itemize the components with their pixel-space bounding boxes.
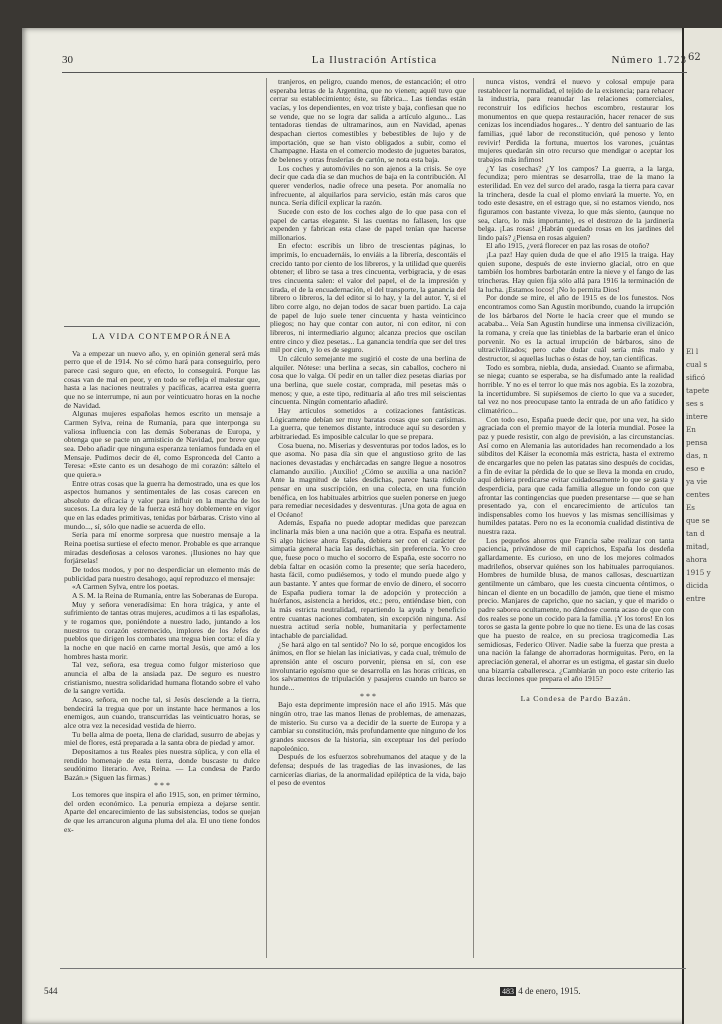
edge-fragment: dicida xyxy=(686,581,709,590)
paragraph: Un cálculo semejante me sugirió el coste de una berlina de alquiler. Nótese: una berlina a secas, sin caballos, cochero ni cosa que lo valga. Oí pedir en un taller diez pesetas diarias por una berlina, que suele costar, comprada, mil pesetas más o menos; y que, a este tipo, redituaría al año tres mil seiscientas cincuenta. Ningún comentario añadiré. xyxy=(270,354,466,407)
magazine-title: La Ilustración Artística xyxy=(311,54,438,66)
paragraph: Tal vez, señora, esa tregua como fulgor misterioso que anuncia el alba de la ansiada paz. De seguro es nuestro cristianismo, nuestra solidaridad humana flotando sobre el vaho de la sangre vertida. xyxy=(64,660,260,696)
column-2 xyxy=(270,78,466,978)
paragraph: Muy y señora veneradísima: En hora trágica, y ante el sufrimiento de tantas otras mujeres, acudimos a ti las españolas, y te rogamos que, poniéndote a nuestro lado, juntando a los nuestros tu corazón estremecido, implores de los Jefes de pueblos que dirigen los combates una tregua bien corta: el día y la noche en que nació en carne mortal Jesús, que amó a los hombres hasta morir. xyxy=(64,599,260,661)
paragraph: Todo es sombra, niebla, duda, ansiedad. Cuanto se afirmaba, se niega; cuanto se esperaba, se ha disfumado ante la realidad horrible. Y no es el terror lo que más nos agobia. Es la zozobra, la incertidumbre. Si supiésemos de cierto lo que va a suceder, tal vez no nos preocupase tanto la entrada de un año fatídico y climatérico... xyxy=(478,362,674,415)
column-1-text xyxy=(64,350,260,835)
column-divider xyxy=(473,78,474,958)
paragraph: «A Carmen Sylva, entre los poetas. xyxy=(72,582,179,592)
edge-fragment: centes xyxy=(686,490,710,499)
edge-fragment: das, n xyxy=(686,451,708,460)
edge-fragment: eso e xyxy=(686,464,705,473)
paragraph: En efecto: escribís un libro de trescientas páginas, lo imprimís, lo encuadernáis, lo enviáis a la librería, descontáis el crecido tanto por ciento de los libreros, y la utilidad que queréis obtener; el libro se tasa a tres cincuenta, verbigracia, y de esas tres cincuenta salen: el valor del papel, el de la impresión y tirada, el de la encuadernación, el del transporte, la ganancia del librero o libreros, la del editor si lo hay, y la del autor. Y, si el libro corre algo, no dejan todos de sacar buen partido. La caja de papel de lujo suele tener cincuenta y hasta veinticinco pliegos; no hay que contar con autor, ni con editor, ni con libreros, ni intermediario alguno; alcanza precios que oscilan entre cinco y diez pesetas... La ganancia tendría que ser del tres mil por cien, y lo es de seguro. xyxy=(270,241,466,355)
paragraph: Depositamos a tus Reales pies nuestra súplica, y con ella el rendido homenaje de esta tierra, donde buscaste tu dulce seudónimo literario. Ave, Reina. — La condesa de Pardo Bazán.» (Siguen las firmas.) xyxy=(64,746,260,782)
edge-fragment: mitad, xyxy=(686,542,710,551)
section-break-stars: * * * xyxy=(360,691,376,701)
edge-fragment: cual s xyxy=(686,360,708,369)
adjacent-page-number: 62 xyxy=(688,52,701,63)
paragraph: ¿Se hará algo en tal sentido? No lo sé, porque encogidos los ánimos, en flor se hielan las iniciativas, y cada cual, trémulo de aprensión ante el oscuro porvenir, piensa en sí, con ese involuntario egoísmo que se desarrolla en las horas críticas, en los salvamentos de tripulación y pasajeros cuando un barco se hunde... xyxy=(270,639,466,692)
paragraph: Sería para mí enorme sorpresa que nuestro mensaje a la Reina poetisa surtiese el efecto menor. Probable es que arranque miradas desdeñosas a celosos varones. ¡Ilusiones no hay que forjárselas! xyxy=(64,530,260,566)
folio-number: 544 xyxy=(44,986,58,996)
edge-fragment: ahora xyxy=(686,555,707,564)
paragraph: A S. M. la Reina de Rumanía, entre las Soberanas de Europa. xyxy=(72,591,259,601)
paragraph: Hay artículos sometidos a cotizaciones fantásticas. Lógicamente debían ser muy baratas cosas que son carísimas. La guerra, que tenemos distante, introduce aquí su desorden y arbitrariedad. Es imposible calcular lo que se prepara. xyxy=(270,405,466,441)
paragraph: Cosa buena, no. Miserias y desventuras por todos lados, es lo que asoma. No pasa día sin que el angustioso grito de las naciones devastadas y enchárcadas en sangre llegue a nosotros clamando auxilio. ¡Auxilio! ¿Cómo se auxilia a una nación? Ante la magnitud de tales desdichas, parece hasta ridículo pensar en una suscripción, en una colecta, en una función benéfica, en los habituales arbitrios que suelen ponerse en juego para remediar necesidades y desventuras. ¡Una gota de agua en el Océano! xyxy=(270,440,466,519)
edge-fragment: El l xyxy=(686,347,699,356)
issue-number: Número 1.723 xyxy=(611,54,687,66)
paragraph: De todos modos, y por no desperdiciar un elemento más de publicidad para nuestro desahogo, aquí reproduzco el mensaje: xyxy=(64,565,260,583)
footer-badge: 483 xyxy=(502,987,514,996)
paragraph: tranjeros, en peligro, cuando menos, de estancación; el otro esperaba letras de la Argentina, que no vienen; aquél tuvo que cerrar su establecimiento; éste, su fábrica... Las tiendas están vacías, y los dependientes, en voz triste y baja, confiesan que no se vende, que no se logra dar salida a artículo alguno... Las tentadoras tiendas de ultramarinos, aun en Navidad, apenas despachan ciertos comestibles y bebestibles de lujo y de importación, que se han visto obligados a subir, como el Champagne. Hasta en el comercio modesto de juguetes baratos, de belenes y otras fruslerías de cartón, se nota esta baja. xyxy=(270,78,466,164)
column-3-text xyxy=(478,78,674,684)
paragraph: nunca vistos, vendrá el nuevo y colosal empuje para restablecer la normalidad, el tejido de la existencia; para rehacer la industria, para reanudar las relaciones comerciales, reconstruir los edificios hechos escombro, restaurar los monumentos en que quepa restauración, hacer renacer de sus cenizas los incendiados hogares... Y dentro del santuario de las familias, ¡qué labor de reconstitución, qué penoso y lento revivir! Perdida la fortuna, muertos los varones, ¡cuántas mujeres quedarán sin otro recurso que mendigar o aceptar los trabajos más ínfimos! xyxy=(478,78,674,164)
adjacent-page-edge xyxy=(682,28,722,1024)
edge-fragment: intere xyxy=(686,412,708,421)
paragraph: Con todo eso, España puede decir que, por una vez, ha sido agraciada con el premio mayor de la lotería mundial. Posee la paz y puede resistir, con algo de previsión, a las circunstancias. Así como en Alemania las autoridades han recomendado a los súbditos del Káiser la economía más estricta, hasta el extremo de encargarles que no pelen las patatas sino después de cocidas, a fin de evitar la pérdida de lo que se lleva la monda en crudo, aquí debiera predicarse evitar cuidadosamente lo que se gasta y desperdicia, para que cada familia allegue un fondo con que afrontar las contingencias que pueden presentarse — que se han presentado ya, con el encarecimiento de artículos tan indispensables como los huevos y las mismas sencillísimas y humildes patatas. Pero no es la economía cualidad distintiva de nuestra raza. xyxy=(478,414,674,537)
paragraph: Bajo esta deprimente impresión nace el año 1915. Más que ningún otro, trae las manos llenas de problemas, de amenazas, de misterio. Su curso va a decidir de la suerte de Europa y a cambiar su constitución, más profundamente que ninguno de los grandes sucesos de la historia, sin exceptuar los del período napoleónico. xyxy=(270,700,466,753)
edge-fragment: sificó xyxy=(686,373,706,382)
paragraph: ¡La paz! Hay quien duda de que el año 1915 la traiga. Hay quien supone, después de este invierno glacial, otro en que también los hombres barbotarán entre la nieve y el fango de las trincheras. Hay quien fija sólo allá para 1916 la terminación de la lucha. ¡Estamos locos! ¡No lo permita Dios! xyxy=(478,250,674,294)
column-divider xyxy=(266,78,267,958)
header-rule xyxy=(62,72,687,73)
page-header xyxy=(62,54,687,72)
edge-fragment: que se xyxy=(686,516,710,525)
bottom-rule xyxy=(60,968,686,969)
paragraph: Los pequeños ahorros que Francia sabe realizar con tanta paciencia, privándose de mil caprichos, España los desdeña gallardamente. Es curioso, en uno de los mejores colmados madrileños, observar quiénes son los habituales parroquianos. Hombres de humilde blusa, de manos callosas, descuartizan gentilmente un cámbaro, que les cuesta cincuenta céntimos, o hincan el diente en un bocadillo de jamón, que tiene el mismo precio. Manjares de capricho, que no sacian, y que el marido o padre saborea ocultamente, no dándose cuenta acaso de que con dos reales se pone un cocido para la familia. ¡Y los toros! En los toros se gasta la gente pobre lo que no tiene. Es una de las cosas que ha puesto de realce, en su preciosa tragicomedia Las semidiosas, Federico Oliver. Nadie sabe la fuerza que presta a una nación la falange de ahorradoras hormiguitas. Pero, en la apreciación general, el ahorrar es un estigma, el gastar sin duelo una bizarría caballeresca. ¿Cambiarán un poco este criterio las duras lecciones que prepara el año 1915? xyxy=(478,535,674,684)
paragraph: Los temores que inspira el año 1915, son, en primer término, del orden económico. La penuria empieza a dejarse sentir. Aparte del encarecimiento de las subsistencias, todos se quejan de que les arrancuron alguna pluma del ala. El uno tiene fondos ex- xyxy=(64,790,260,834)
paragraph: Los coches y automóviles no son ajenos a la crisis. Se oye decir que cada día se dan muchos de baja en la contribución. Al querer venderlos, nadie ofrece una peseta. Por anomalía no infrecuente, al alquilarlos para servicio, están más caros que nunca. Sería difícil explicar la razón. xyxy=(270,163,466,208)
author-signature: La Condesa de Pardo Bazán. xyxy=(520,693,632,703)
paragraph: Después de los esfuerzos sobrehumanos del ataque y de la defensa; después de las tragedias de las invasiones, de las carnicerías diarias, de la anormalidad epiléptica de la vida, bajo el peso de eventos xyxy=(270,752,466,788)
edge-fragment: En xyxy=(686,425,696,434)
footer-date: 4 de enero, 1915. xyxy=(518,986,581,996)
paragraph: Por donde se mire, el año de 1915 es de los funestos. Nos encontramos como San Agustín moribundo, cuando la irrupción de los bárbaros del Norte le hacía creer que el mundo se acababa... Veía San Agustín hundirse una inmensa civilización, la romana, y creía que las tinieblas de la barbarie eran el único porvenir. No es la actual irrupción de bárbaros, sino de ultracivilizados; pero cabe dudar cuál sería más malo y destructor, si aquellas luchas o éstas de hoy, tan científicas. xyxy=(478,293,674,363)
header-page-number: 30 xyxy=(62,54,73,66)
footer-stamp xyxy=(500,986,580,996)
paragraph: Tu bella alma de poeta, llena de claridad, susurro de abejas y miel de flores, está preparada a la santa obra de piedad y amor. xyxy=(64,729,260,748)
section-rule xyxy=(64,326,260,327)
paragraph: Además, España no puede adoptar medidas que parezcan inclinarla más bien a una nación que a otra. España es neutral. Si algo hiciese ahora España, debiera ser con el carácter de simpatía general hacia las desdichas, sin preferencia. Yo creo que, fuese poco o mucho el socorro de España, este socorro no debía faltar en ocasión como la presente; que sería hacedero, hasta fácil, como pudiésemos, y todo el mundo puede algo y aun bastante. Y antes que formar de envío de dinero, el socorro de España pudiera tomar la de adopción y protección a huérfanos, asistencia a heridos, etc.; pero, entiéndase bien, con la más estricta neutralidad, repartiendo la ayuda y beneficio entre cuantas naciones combaten, sin excepción ninguna. Así nuestra actitud sería noble, humanitaria y perfectamente intachable de parcialidad. xyxy=(270,518,466,640)
section-title: LA VIDA CONTEMPORÁNEA xyxy=(92,332,232,341)
edge-fragment: Es xyxy=(686,503,695,512)
blank-space xyxy=(64,78,260,326)
edge-fragment: ses s xyxy=(686,399,704,408)
paragraph: Entre otras cosas que la guerra ha demostrado, una es que los aspectos humanos y sentimentales de las cosas carecen en absoluto de eficacia y valor para influir en la marcha de los sucesos. La dura ley de la fuerza está hoy doblemente en vigor que en las edades primitivas, tenidas por bárbaras. Cristo vino al mundo..., sí, sólo que nadie se acuerda de ello. xyxy=(64,478,260,531)
paragraph: El año 1915, ¿verá florecer en paz las rosas de otoño? xyxy=(486,241,650,251)
paragraph: Algunas mujeres españolas hemos escrito un mensaje a Carmen Sylva, reina de Rumanía, para que interponga su valiosa influencia con las demás Soberanas de Europa, y obtenga que se pacte un armisticio de Navidad, por breve que sea. Debo añadir que ninguna esperanza teníamos fundada en el Mensaje. Pudimos decir de él, como Espronceda del Canto a Teresa: «Este canto es un desahogo de mi corazón: sáltelo el que quiera.» xyxy=(64,409,260,479)
signature-rule xyxy=(541,688,611,689)
paragraph: Acaso, señora, en noche tal, si Jesús desciende a la tierra, bendecirá la tregua que por un instante hace hermanos a los enemigos, aun cuando, transcurridas las veinticuatro horas, se alce otra vez la necesidad vestida de hierro. xyxy=(64,694,260,730)
paragraph: Sucede con esto de los coches algo de lo que pasa con el papel de cartas elegante. Si las cuentas no fallasen, los que expenden y fabrican esta clase de papel tenían que hacerse millonarios. xyxy=(270,206,466,242)
column-3 xyxy=(478,78,674,978)
edge-fragment: pensa xyxy=(686,438,708,447)
paragraph: Va a empezar un nuevo año, y, en opinión general será más perro que el de 1914. No sé cómo hará para conseguirlo, pero parece casi seguro que, en efecto, lo conseguirá. Porque las cosas van de mal en peor, y en todo se refleja el malestar que, hasta a las naciones neutrales y pacíficas, acarrea esta guerra que no se interrumpe, ni aun por veinticuatro horas en la noche de Navidad. xyxy=(64,348,260,410)
edge-fragment: tapete xyxy=(686,386,710,395)
edge-fragment: ya vie xyxy=(686,477,708,486)
edge-fragment: entre xyxy=(686,594,706,603)
edge-fragment: 1915 y xyxy=(686,568,711,577)
column-1 xyxy=(64,78,260,978)
section-break-stars: * * * xyxy=(154,781,170,791)
column-2-text xyxy=(270,78,466,788)
paragraph: ¿Y las cosechas? ¿Y los campos? La guerra, a la larga, fecundiza; pero mientras se desarrolla, trae de la mano la esterilidad. En vez del surco del arado, rasga la tierra para cavar la trinchera, desde la cual el plomo enviará la muerte. Yo, en todo este desastre, en el estrago que, si no estamos viendo, nos figuramos con bastante viveza, lo que más siento, (aunque no sea, claro, lo más importante), es el destrozo de la jardinería belga. ¡Las rosas! ¿Habrán quedado rosas en los jardines del lindo país? ¿Piensa en rosas alguien? xyxy=(478,163,674,242)
edge-fragment: tan d xyxy=(686,529,705,538)
